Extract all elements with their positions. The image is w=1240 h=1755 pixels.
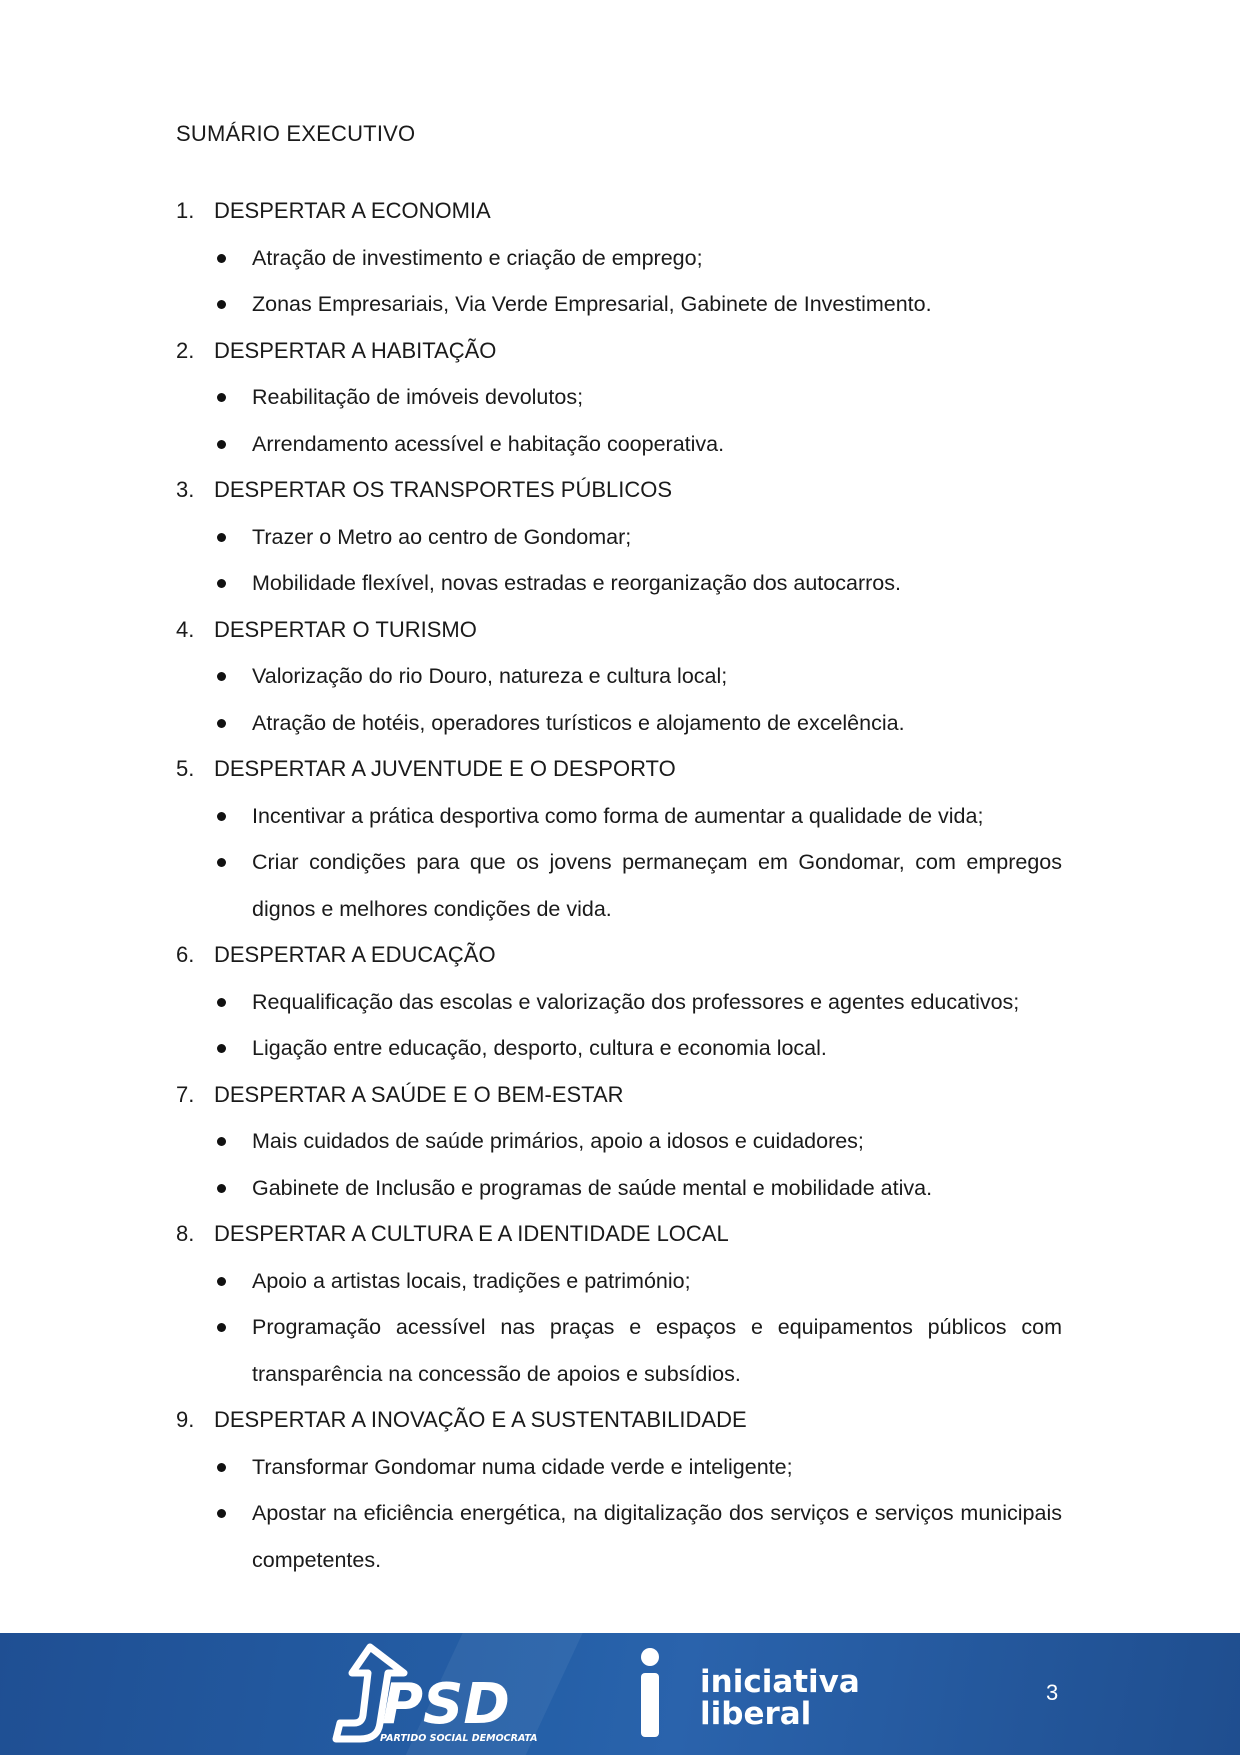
document-title: SUMÁRIO EXECUTIVO (176, 121, 416, 146)
section-item (176, 1211, 1062, 1397)
bullet-dot-icon (217, 533, 226, 542)
bullet-item (176, 281, 1062, 328)
bullet-item (176, 374, 1062, 421)
bullet-list (176, 653, 1062, 746)
il-logo-line1: iniciativa (700, 1664, 860, 1700)
section-number: 6. (176, 942, 195, 967)
bullet-dot-icon (217, 393, 226, 402)
section-title: DESPERTAR A EDUCAÇÃO (214, 942, 496, 967)
bullet-dot-icon (217, 1509, 226, 1518)
bullet-list (176, 514, 1062, 607)
bullet-text: Atração de hotéis, operadores turísticos e alojamento de excelência. (252, 710, 905, 735)
bullet-text: Mais cuidados de saúde primários, apoio a idosos e cuidadores; (252, 1129, 864, 1153)
bullet-dot-icon (217, 440, 226, 449)
section-title: DESPERTAR A HABITAÇÃO (214, 337, 497, 363)
page-content (176, 114, 1062, 1583)
section-item (176, 328, 1062, 468)
bullet-item (176, 839, 1062, 932)
section-number: 1. (176, 198, 195, 223)
section-item (176, 188, 1062, 328)
section-heading (176, 746, 1062, 793)
bullet-text: Gabinete de Inclusão e programas de saúde mental e mobilidade ativa. (252, 1175, 933, 1200)
bullet-item (176, 1165, 1062, 1212)
sections-list (176, 188, 1062, 1583)
bullet-dot-icon (217, 300, 226, 309)
section-number: 8. (176, 1221, 195, 1246)
section-item (176, 1072, 1062, 1212)
bullet-list (176, 1258, 1062, 1398)
section-heading (176, 467, 1062, 514)
section-number: 7. (176, 1081, 195, 1107)
bullet-item (176, 1118, 1062, 1165)
section-item (176, 932, 1062, 1072)
bullet-dot-icon (217, 858, 226, 867)
section-item (176, 746, 1062, 932)
bullet-dot-icon (217, 254, 226, 263)
section-number: 4. (176, 616, 195, 642)
psd-logo (330, 1643, 540, 1747)
bullet-item (176, 235, 1062, 282)
psd-logo-subtitle: PARTIDO SOCIAL DEMOCRATA (380, 1733, 538, 1744)
bullet-text: Mobilidade flexível, novas estradas e reorganização dos autocarros. (252, 571, 901, 595)
bullet-list (176, 235, 1062, 328)
section-number: 3. (176, 477, 195, 502)
section-heading (176, 1072, 1062, 1119)
section-heading (176, 1211, 1062, 1258)
bullet-item (176, 1025, 1062, 1072)
section-item (176, 607, 1062, 747)
section-title: DESPERTAR A ECONOMIA (214, 198, 491, 223)
bullet-item (176, 1490, 1062, 1583)
bullet-list (176, 374, 1062, 467)
bullet-dot-icon (217, 1277, 226, 1286)
bullet-text: Incentivar a prática desportiva como forma de aumentar a qualidade de vida; (252, 803, 984, 828)
bullet-text: Apostar na eficiência energética, na digitalização dos serviços e serviços municipais competentes. (252, 1501, 1062, 1572)
section-heading (176, 188, 1062, 235)
bullet-dot-icon (217, 1463, 226, 1472)
bullet-list (176, 1118, 1062, 1211)
bullet-item (176, 700, 1062, 747)
section-heading (176, 328, 1062, 375)
bullet-item (176, 793, 1062, 840)
bullet-dot-icon (217, 579, 226, 588)
bullet-text: Zonas Empresariais, Via Verde Empresarial, Gabinete de Investimento. (252, 292, 932, 316)
section-title: DESPERTAR O TURISMO (214, 616, 477, 642)
bullet-dot-icon (217, 998, 226, 1007)
section-heading (176, 932, 1062, 979)
bullet-dot-icon (217, 1044, 226, 1053)
bullet-item (176, 979, 1062, 1026)
bullet-text: Reabilitação de imóveis devolutos; (252, 385, 584, 409)
section-number: 2. (176, 337, 195, 363)
il-logo-text (700, 1666, 860, 1730)
bullet-text: Requalificação das escolas e valorização dos professores e agentes educativos; (252, 989, 1020, 1014)
bullet-text: Trazer o Metro ao centro de Gondomar; (252, 524, 632, 549)
bullet-item (176, 1444, 1062, 1491)
bullet-text: Criar condições para que os jovens permaneçam em Gondomar, com empregos dignos e melhores condições de vida. (252, 850, 1062, 921)
bullet-text: Transformar Gondomar numa cidade verde e inteligente; (252, 1454, 793, 1479)
bullet-text: Ligação entre educação, desporto, cultura e economia local. (252, 1036, 827, 1060)
section-title: DESPERTAR OS TRANSPORTES PÚBLICOS (214, 477, 673, 502)
section-number: 5. (176, 756, 195, 781)
section-item (176, 467, 1062, 607)
page-number: 3 (1046, 1680, 1059, 1705)
bullet-dot-icon (217, 1137, 226, 1146)
section-title: DESPERTAR A CULTURA E A IDENTIDADE LOCAL (214, 1221, 729, 1246)
bullet-item (176, 421, 1062, 468)
section-title: DESPERTAR A INOVAÇÃO E A SUSTENTABILIDADE (214, 1407, 747, 1432)
section-title: DESPERTAR A SAÚDE E O BEM-ESTAR (214, 1081, 624, 1107)
bullet-item (176, 560, 1062, 607)
il-figure-icon (641, 1648, 659, 1737)
bullet-text: Arrendamento acessível e habitação cooperativa. (252, 431, 725, 456)
bullet-item (176, 1304, 1062, 1397)
section-item (176, 1397, 1062, 1583)
section-title: DESPERTAR A JUVENTUDE E O DESPORTO (214, 756, 676, 781)
il-logo-line2: liberal (700, 1696, 812, 1732)
section-heading (176, 607, 1062, 654)
section-heading (176, 1397, 1062, 1444)
bullet-dot-icon (217, 719, 226, 728)
bullet-list (176, 1444, 1062, 1584)
section-number: 9. (176, 1407, 195, 1432)
bullet-list (176, 979, 1062, 1072)
bullet-text: Valorização do rio Douro, natureza e cultura local; (252, 664, 728, 688)
bullet-item (176, 1258, 1062, 1305)
bullet-dot-icon (217, 812, 226, 821)
bullet-text: Programação acessível nas praças e espaços e equipamentos públicos com transparência na concessão de apoios e subsídios. (252, 1315, 1062, 1386)
bullet-dot-icon (217, 1323, 226, 1332)
psd-logo-text: PSD (382, 1672, 510, 1737)
bullet-item (176, 653, 1062, 700)
footer (0, 1633, 1240, 1755)
bullet-dot-icon (217, 672, 226, 681)
bullet-item (176, 514, 1062, 561)
bullet-dot-icon (217, 1184, 226, 1193)
bullet-text: Apoio a artistas locais, tradições e património; (252, 1268, 691, 1293)
bullet-list (176, 793, 1062, 933)
bullet-text: Atração de investimento e criação de emprego; (252, 245, 703, 270)
